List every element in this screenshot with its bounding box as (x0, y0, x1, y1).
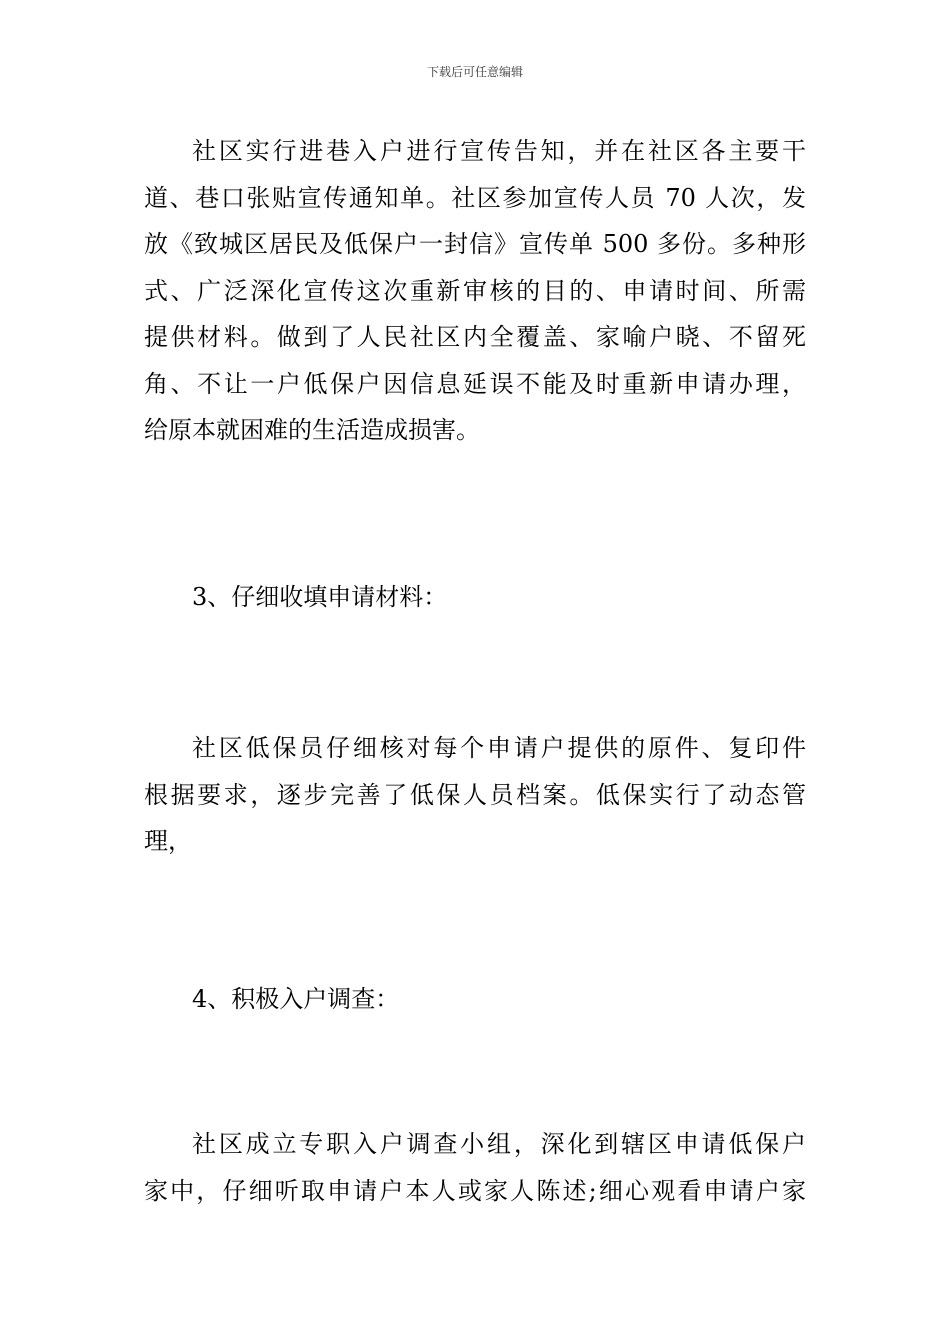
text-line: 社区成立专职入户调查小组，深化到辖区申请低保户 (192, 1130, 806, 1158)
text-line: 式、广泛深化宣传这次重新审核的目的、申请时间、所需 (144, 276, 806, 305)
paragraph-survey (144, 1121, 806, 1214)
text-line: 提供材料。做到了人民社区内全覆盖、家喻户晓、不留死 (144, 323, 806, 351)
text-line: 角、不让一户低保户因信息延误不能及时重新申请办理， (144, 369, 806, 398)
heading-text: 3、仔细收填申请材料： (192, 583, 448, 611)
text-line: 给原本就困难的生活造成损害。 (144, 416, 480, 444)
text-line: 社区低保员仔细核对每个申请户提供的原件、复印件 (192, 734, 806, 762)
paragraph-materials (144, 725, 806, 865)
heading-text: 4、积极入户调查： (192, 985, 400, 1013)
section-heading-4 (144, 976, 806, 1023)
text-line: 道、巷口张贴宣传通知单。社区参加宣传人员 70 人次，发 (144, 183, 806, 212)
text-line: 放《致城区居民及低保户一封信》宣传单 500 多份。多种形 (144, 230, 806, 258)
text-line: 根据要求，逐步完善了低保人员档案。低保实行了动态管 (144, 780, 806, 809)
text-line: 社区实行进巷入户进行宣传告知，并在社区各主要干 (192, 137, 806, 165)
page-header: 下载后可任意编辑 (426, 65, 523, 79)
section-heading-3 (144, 574, 806, 621)
text-line: 理， (144, 827, 192, 855)
paragraph-publicity (144, 128, 806, 454)
text-line: 家中，仔细听取申请户本人或家人陈述;细心观看申请户家 (144, 1176, 806, 1205)
